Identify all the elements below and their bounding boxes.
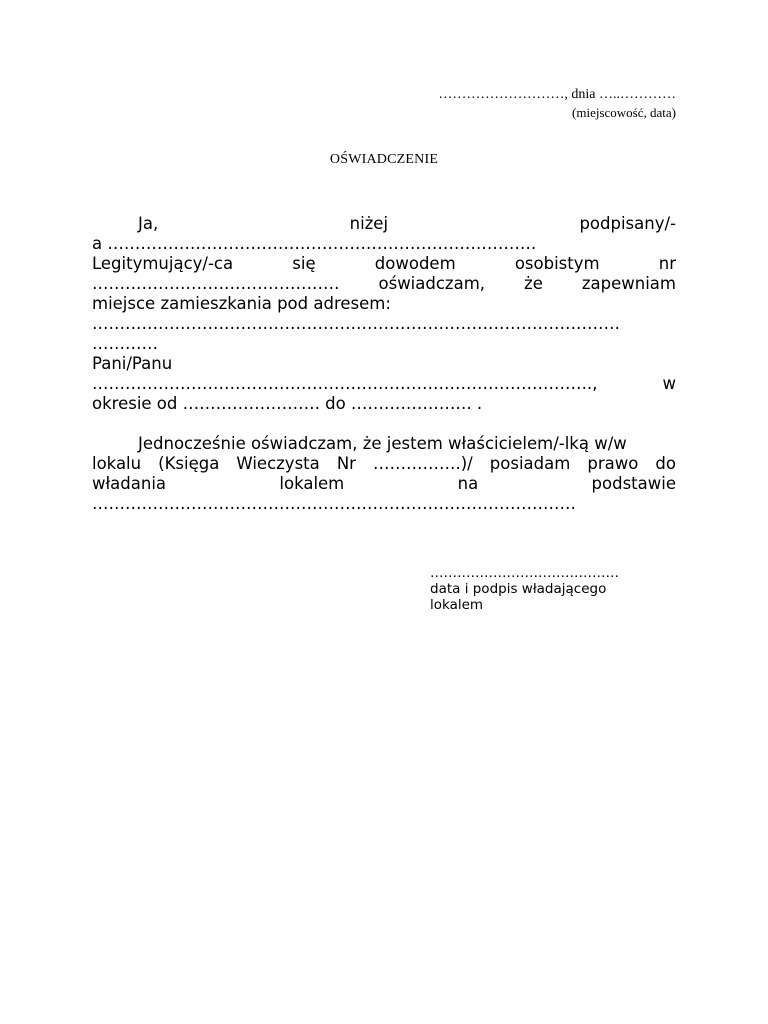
word: podpisany/- xyxy=(579,214,676,233)
word: oświadczam, xyxy=(378,274,486,293)
paragraph-1-line-5: miejsce zamieszkania pod adresem: xyxy=(92,294,391,313)
word: lokalu xyxy=(92,454,142,473)
paragraph-1-line-3 xyxy=(92,254,676,274)
paragraph-1-line-9 xyxy=(92,374,676,394)
paragraph-1-line-7: ………… xyxy=(92,334,158,353)
word: władania xyxy=(92,474,167,493)
word: Ja, xyxy=(138,214,159,233)
paragraph-gap xyxy=(92,414,676,434)
paragraph-2-line-2 xyxy=(92,454,676,474)
word: w xyxy=(662,374,676,393)
paragraph-1-line-1 xyxy=(92,214,676,234)
place-date-caption: (miejscowość, data) xyxy=(572,105,676,120)
signature-block xyxy=(430,565,670,613)
word: Legitymujący/-ca xyxy=(92,254,234,273)
word: na xyxy=(457,474,479,493)
word: osobistym xyxy=(514,254,600,273)
paragraph-1-line-2: a …………………………………………………………………… xyxy=(92,234,537,253)
paragraph-2-line-4: ……………………………………………………………………………. xyxy=(92,494,576,513)
word: nr xyxy=(658,254,676,273)
word: lokalem xyxy=(279,474,345,493)
place-date-line: ………………………, dnia …..………… xyxy=(438,87,676,102)
word: Wieczysta xyxy=(236,454,320,473)
paragraph-2-line-1: Jednocześnie oświadczam, że jestem właścicielem/-lką w/w xyxy=(138,434,627,453)
word: ……………………………………… xyxy=(92,274,340,293)
paragraph-1-line-4 xyxy=(92,274,676,294)
paragraph-1-line-10: okresie od ……………………. do …………………. . xyxy=(92,394,483,413)
signature-caption-line-2: lokalem xyxy=(430,597,484,613)
word: (Księga xyxy=(158,454,220,473)
paragraph-2-line-3 xyxy=(92,474,676,494)
word: do xyxy=(655,454,676,473)
document-title: OŚWIADCZENIE xyxy=(329,152,439,167)
word: się xyxy=(292,254,316,273)
word: niżej xyxy=(349,214,389,233)
word: ………………………………………………………………………………., xyxy=(92,374,598,393)
signature-caption-line-1: data i podpis władającego xyxy=(430,581,607,597)
signature-dotted-line: …………………………………… xyxy=(430,565,619,581)
word: Nr xyxy=(336,454,356,473)
word: prawo xyxy=(587,454,639,473)
word: posiadam xyxy=(489,454,571,473)
word: zapewniam xyxy=(581,274,676,293)
paragraph-1-line-6: …………………………………………………………………………………… xyxy=(92,314,620,333)
word: podstawie xyxy=(591,474,676,493)
word: dowodem xyxy=(374,254,456,273)
word: …………….)/ xyxy=(373,454,473,473)
declaration-body xyxy=(92,214,676,514)
word: że xyxy=(524,274,543,293)
paragraph-1-line-8: Pani/Panu xyxy=(92,354,173,373)
